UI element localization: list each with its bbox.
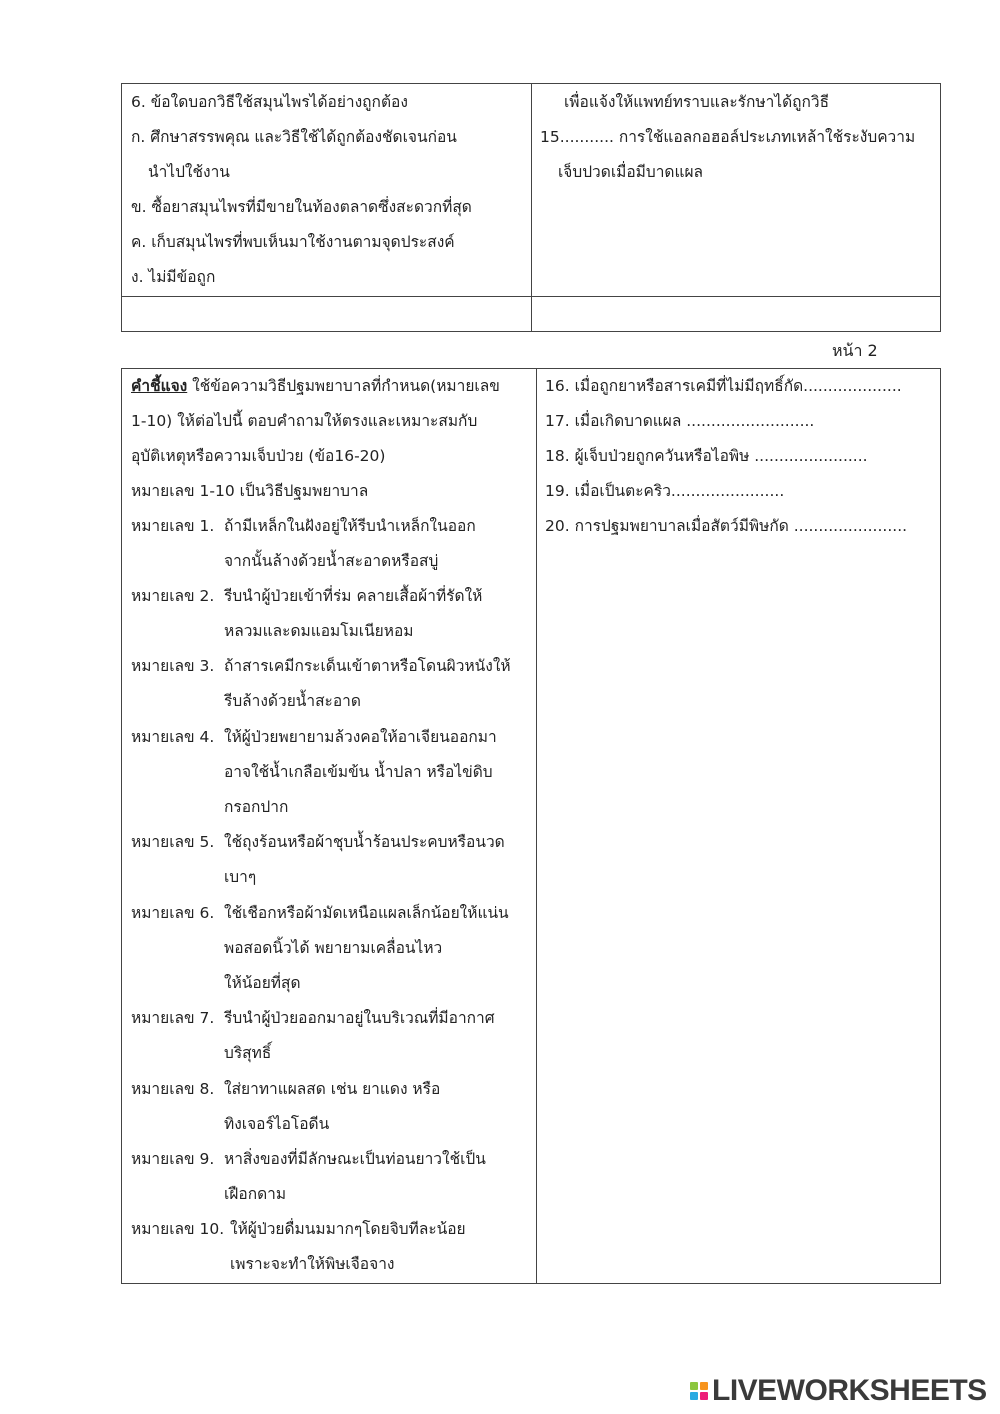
question-6-cell <box>122 84 531 296</box>
empty-cell-left <box>122 297 531 331</box>
matching-table <box>121 368 941 1284</box>
method-2-line-2: หลวมและดมแอมโมเนียหอม <box>224 622 414 640</box>
first-aid-methods-cell <box>122 369 536 1283</box>
questions-cell <box>537 369 940 1283</box>
page-number: หน้า 2 <box>832 341 878 360</box>
instruction-line-3: อุบัติเหตุหรือความเจ็บป่วย (ข้อ16-20) <box>131 447 386 465</box>
method-1-label: หมายเลข 1. <box>131 517 215 535</box>
question-6-choice-b: ข. ซื้อยาสมุนไพรที่มีขายในท้องตลาดซึ่งสะดวกที่สุด <box>131 198 472 216</box>
question-6-choice-c: ค. เก็บสมุนไพรที่พบเห็นมาใช้งานตามจุดประสงค์ <box>131 233 455 251</box>
method-4-line-2: อาจใช้น้ำเกลือเข้มข้น น้ำปลา หรือไข่ดิบ <box>224 763 493 781</box>
method-1-line-2: จากนั้นล้างด้วยน้ำสะอาดหรือสบู่ <box>224 552 439 570</box>
method-4-line-3: กรอกปาก <box>224 798 289 816</box>
question-table-top <box>121 83 941 332</box>
method-5-line-1: ใช้ถุงร้อนหรือผ้าชุบน้ำร้อนประคบหรือนวด <box>224 833 505 851</box>
logo-square-icon <box>700 1382 708 1390</box>
method-8-line-2: ทิงเจอร์ไอโอดีน <box>224 1115 330 1133</box>
method-6-line-3: ให้น้อยที่สุด <box>224 974 301 992</box>
method-7-line-2: บริสุทธิ์ <box>224 1044 272 1062</box>
logo-square-icon <box>690 1382 698 1390</box>
method-9-line-2: เฝือกดาม <box>224 1185 287 1203</box>
logo-mark-icon <box>690 1382 708 1400</box>
method-5-label: หมายเลข 5. <box>131 833 215 851</box>
question-19[interactable]: 19. เมื่อเป็นตะคริว....................... <box>545 482 785 500</box>
method-3-label: หมายเลข 3. <box>131 657 215 675</box>
instruction-line <box>131 376 500 396</box>
method-9-line-1: หาสิ่งของที่มีลักษณะเป็นท่อนยาวใช้เป็น <box>224 1150 486 1168</box>
logo-square-icon <box>700 1392 708 1400</box>
method-10-line-1: ให้ผู้ป่วยดื่มนมมากๆโดยจิบทีละน้อย <box>230 1220 466 1238</box>
instruction-text: ใช้ข้อความวิธีปฐมพยาบาลที่กำหนด(หมายเลข <box>192 377 500 395</box>
instruction-label: คำชี้แจง <box>131 377 188 395</box>
instruction-line-2: 1-10) ให้ต่อไปนี้ ตอบคำถามให้ตรงและเหมาะสมกับ <box>131 412 478 430</box>
instruction-line-4: หมายเลข 1-10 เป็นวิธีปฐมพยาบาล <box>131 482 369 500</box>
method-9-label: หมายเลข 9. <box>131 1150 215 1168</box>
method-6-label: หมายเลข 6. <box>131 904 215 922</box>
method-7-line-1: รีบนำผู้ป่วยออกมาอยู่ในบริเวณที่มีอากาศ <box>224 1009 495 1027</box>
method-6-line-1: ใช้เชือกหรือผ้ามัดเหนือแผลเล็กน้อยให้แน่น <box>224 904 509 922</box>
method-7-label: หมายเลข 7. <box>131 1009 215 1027</box>
method-6-line-2: พอสอดนิ้วได้ พยายามเคลื่อนไหว <box>224 939 443 957</box>
method-2-label: หมายเลข 2. <box>131 587 215 605</box>
question-6-choice-a: ก. ศึกษาสรรพคุณ และวิธีใช้ได้ถูกต้องชัดเจนก่อน <box>131 128 457 146</box>
method-10-label: หมายเลข 10. <box>131 1220 225 1238</box>
method-10-line-2: เพราะจะทำให้พิษเจือจาง <box>230 1255 395 1273</box>
method-1-line-1: ถ้ามีเหล็กในฝังอยู่ให้รีบนำเหล็กในออก <box>224 517 476 535</box>
question-15-cell <box>532 84 940 296</box>
question-6-text: 6. ข้อใดบอกวิธีใช้สมุนไพรได้อย่างถูกต้อง <box>131 93 408 111</box>
method-8-line-1: ใส่ยาทาแผลสด เช่น ยาแดง หรือ <box>224 1080 441 1098</box>
method-4-line-1: ให้ผู้ป่วยพยายามล้วงคอให้อาเจียนออกมา <box>224 728 497 746</box>
method-3-line-2: รีบล้างด้วยน้ำสะอาด <box>224 692 361 710</box>
question-20[interactable]: 20. การปฐมพยาบาลเมื่อสัตว์มีพิษกัด ....................... <box>545 517 908 535</box>
question-16[interactable]: 16. เมื่อถูกยาหรือสารเคมีที่ไม่มีฤทธิ์กัด.................... <box>545 377 902 395</box>
question-18[interactable]: 18. ผู้เจ็บป่วยถูกควันหรือไอพิษ ....................... <box>545 447 868 465</box>
question-6-choice-a-cont: นำไปใช้งาน <box>148 163 230 181</box>
question-14-continuation: เพื่อแจ้งให้แพทย์ทราบและรักษาได้ถูกวิธี <box>564 93 830 111</box>
question-17[interactable]: 17. เมื่อเกิดบาดแผล .......................... <box>545 412 815 430</box>
question-6-choice-d: ง. ไม่มีข้อถูก <box>131 268 216 286</box>
question-15-text-cont: เจ็บปวดเมื่อมีบาดแผล <box>558 163 704 181</box>
liveworksheets-logo <box>690 1374 987 1408</box>
method-5-line-2: เบาๆ <box>224 868 257 886</box>
method-2-line-1: รีบนำผู้ป่วยเข้าที่ร่ม คลายเสื้อผ้าที่รัดให้ <box>224 587 483 605</box>
logo-square-icon <box>690 1392 698 1400</box>
method-4-label: หมายเลข 4. <box>131 728 215 746</box>
method-3-line-1: ถ้าสารเคมีกระเด็นเข้าตาหรือโดนผิวหนังให้ <box>224 657 511 675</box>
logo-text: LIVEWORKSHEETS <box>712 1374 987 1407</box>
empty-cell-right <box>532 297 940 331</box>
question-15-text: 15........... การใช้แอลกอฮอล์ประเภทเหล้าใช้ระงับความ <box>540 128 916 146</box>
method-8-label: หมายเลข 8. <box>131 1080 215 1098</box>
